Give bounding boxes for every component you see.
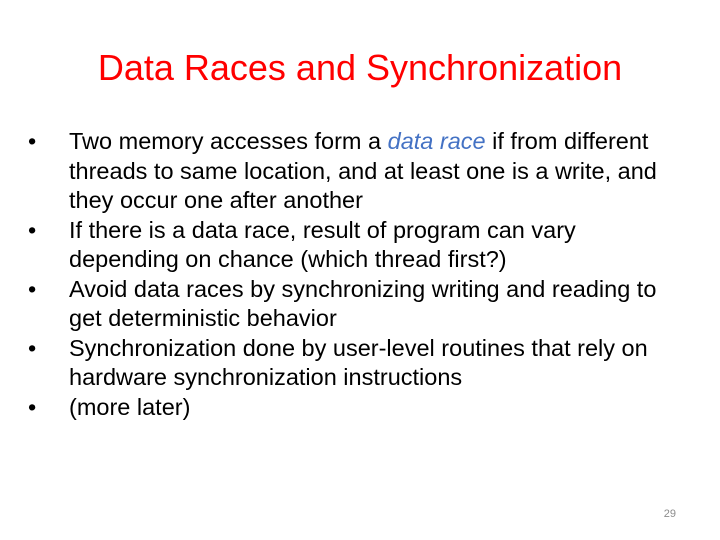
bullet-text: If there is a data race, result of program can vary depending on chance (which thread first?) xyxy=(69,216,576,272)
bullet-item-result-varies xyxy=(28,216,688,275)
bullet-text: (more later) xyxy=(69,393,191,420)
bullet-text: Synchronization done by user-level routines that rely on hardware synchronization instructions xyxy=(69,334,648,390)
bullet-icon: • xyxy=(28,216,37,243)
bullet-item-more-later xyxy=(28,393,688,423)
bullet-item-avoid-races xyxy=(28,275,688,334)
emphasized-term: data race xyxy=(387,128,486,154)
bullet-item-data-race-definition xyxy=(28,127,688,216)
bullet-list xyxy=(28,127,688,422)
bullet-text: Avoid data races by synchronizing writing and reading to get deterministic behavior xyxy=(69,275,657,331)
page-number: 29 xyxy=(663,508,676,520)
bullet-text: Two memory accesses form a xyxy=(69,128,388,154)
bullet-text: if from different threads to same location, and at least one is a write, and they occur one after another xyxy=(69,128,657,213)
bullet-icon: • xyxy=(28,128,37,154)
bullet-icon: • xyxy=(28,275,37,302)
slide-title: Data Races and Synchronization xyxy=(97,47,623,88)
bullet-item-synchronization-routines xyxy=(28,334,688,393)
bullet-icon: • xyxy=(28,334,37,361)
bullet-icon: • xyxy=(28,393,37,420)
